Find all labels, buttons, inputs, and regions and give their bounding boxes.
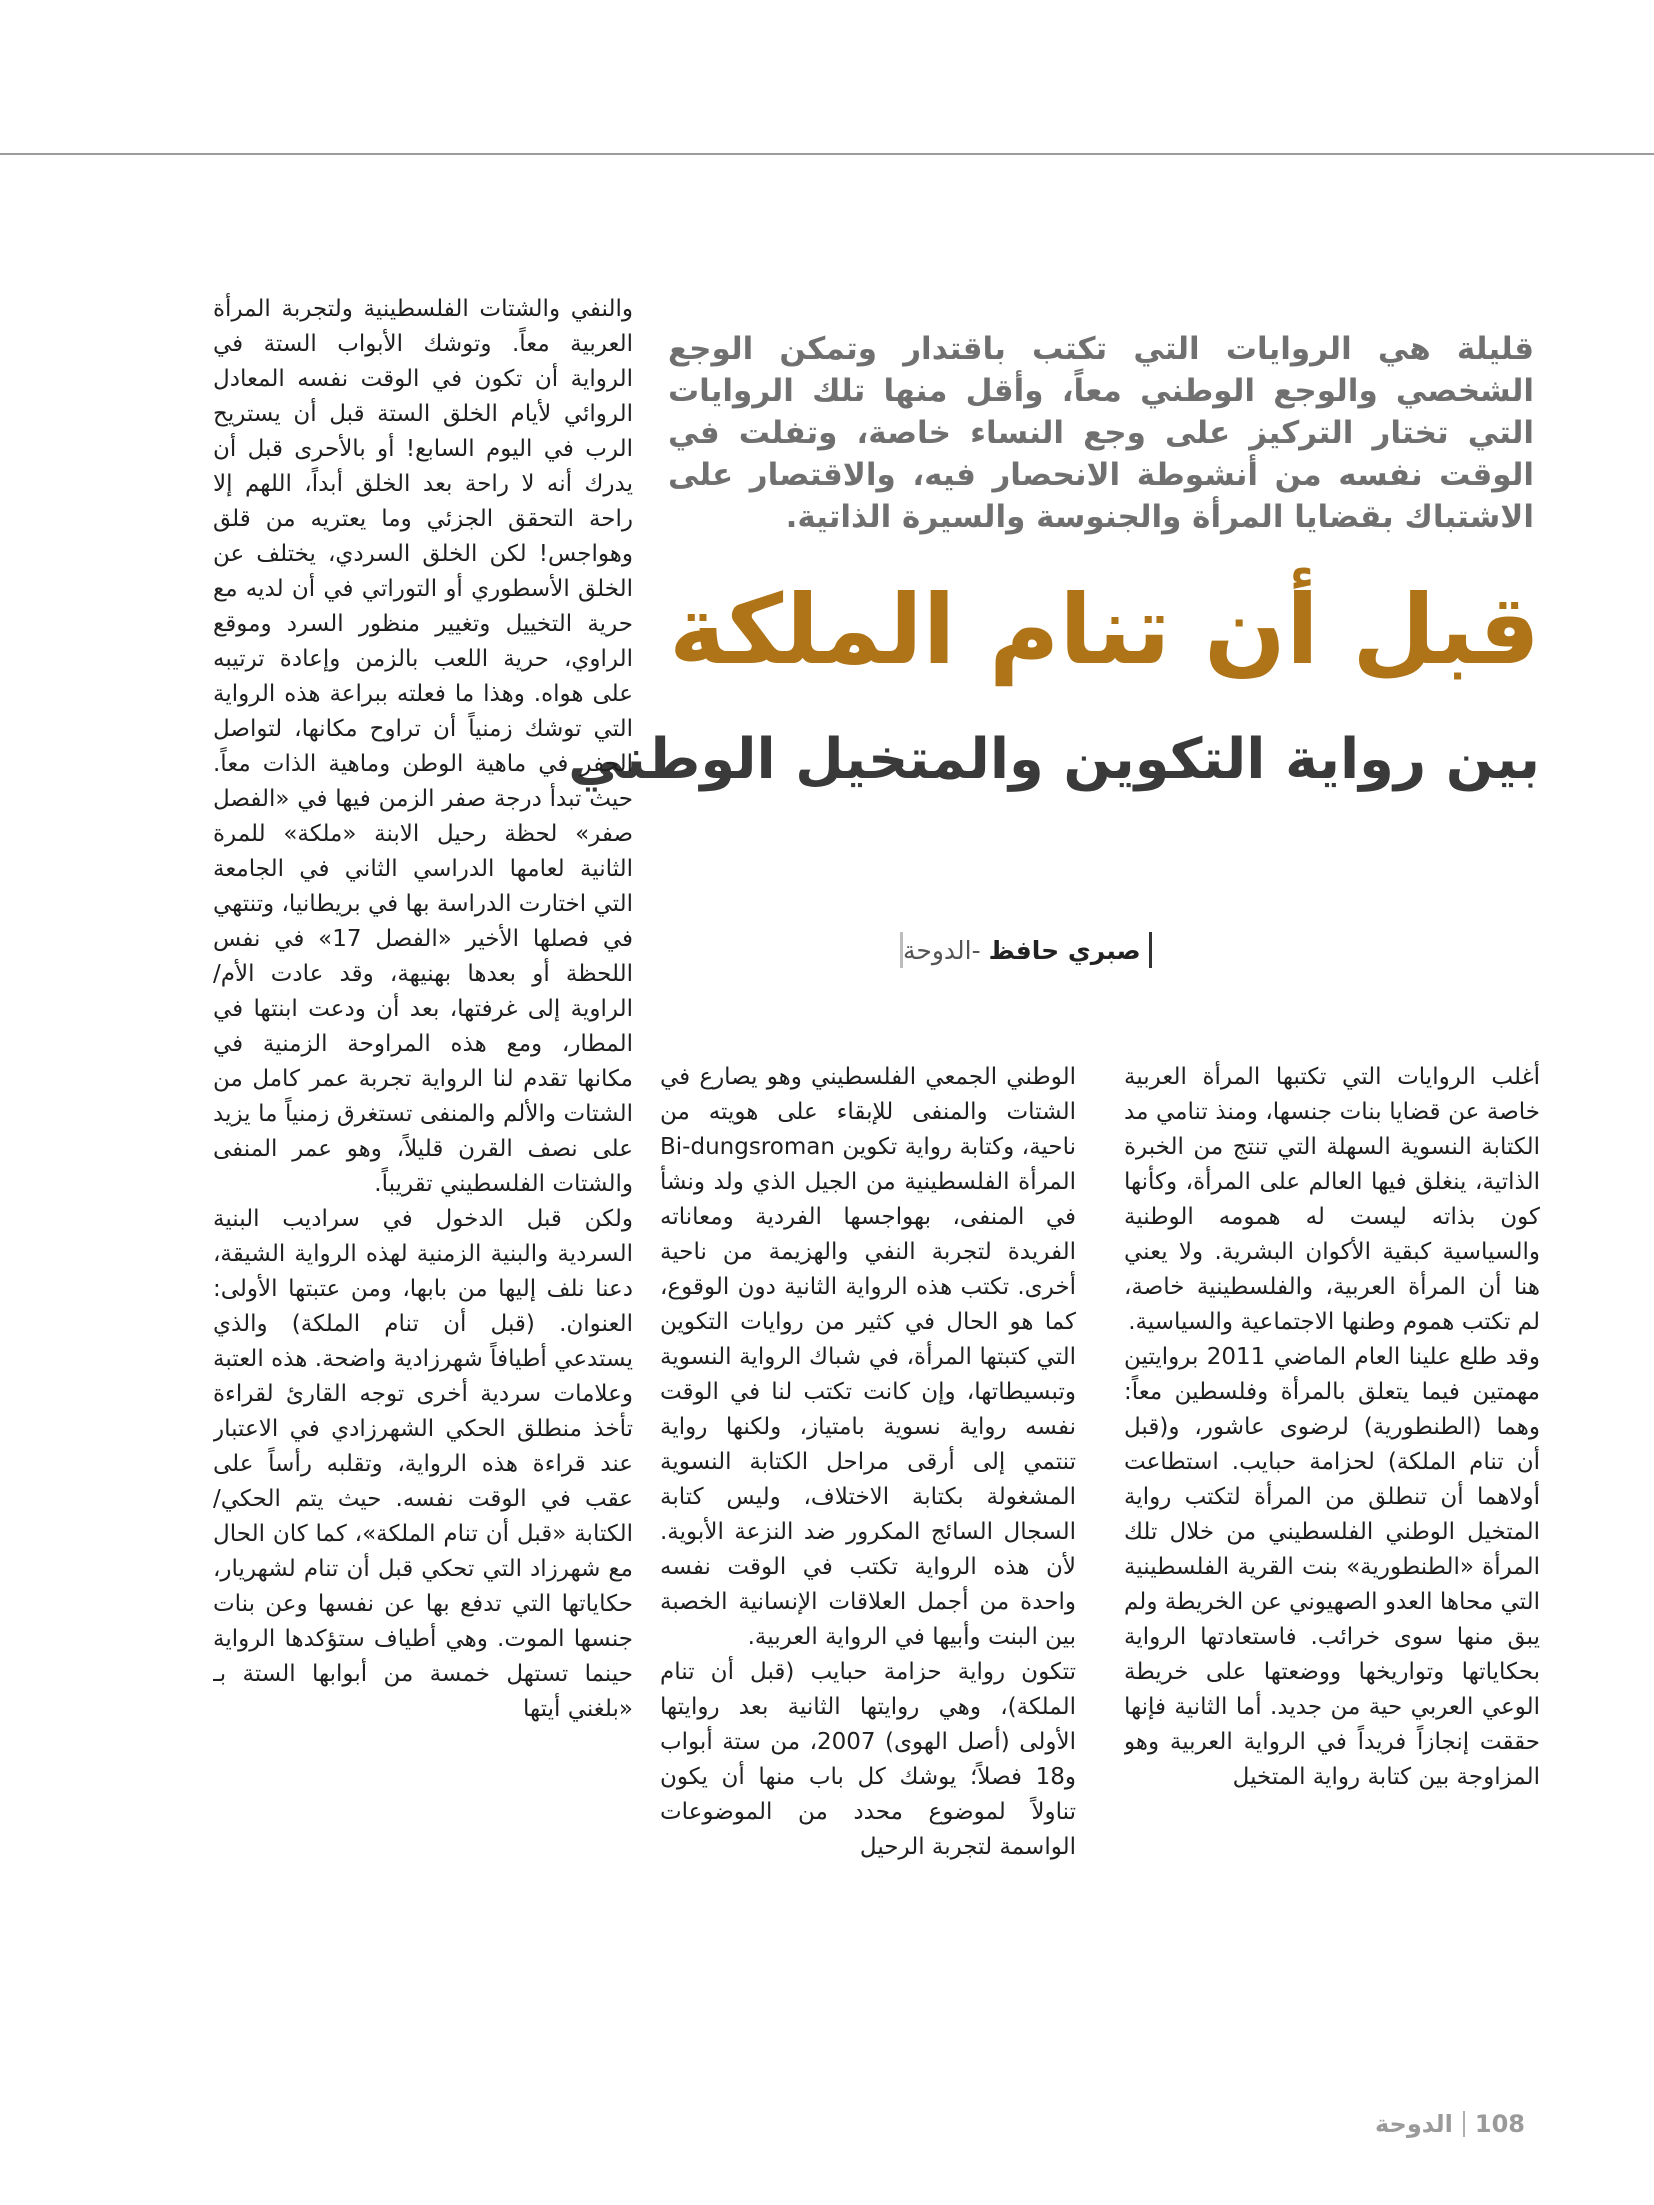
top-rule [0, 153, 1654, 155]
byline [900, 932, 1261, 968]
byline-city: -الدوحة [903, 935, 981, 965]
column-left [213, 292, 633, 2060]
magazine-name: الدوحة [1375, 2110, 1453, 2138]
paragraph: وقد طلع علينا العام الماضي 2011 بروايتين مهمتين فيما يتعلق بالمرأة وفلسطين معاً: وهما (الطنطورية) لرضوى عاشور، و(قبل أن تنام الملكة) لحزامة حبايب. استطاعت أولاهما أن تنطلق من المرأة لتكتب رواية المتخيل الوطني الفلسطيني من خلال تلك المرأة «الطنطورية» بنت القرية الفلسطينية التي محاها العدو الصهيوني عن الخريطة ولم يبق منها سوى خرائب. فاستعادتها الرواية بحكاياتها وتواريخها ووضعتها على خريطة الوعي العربي حية من جديد. أما الثانية فإنها حققت إنجازاً فريداً في الرواية العربية وهو المزاوجة بين كتابة رواية المتخيل [1124, 1344, 1540, 1790]
article-subtitle: بين رواية التكوين والمتخيل الوطني [568, 727, 1540, 792]
lead-paragraph: قليلة هي الروايات التي تكتب باقتدار وتمكن الوجع الشخصي والوجع الوطني معاً، وأقل منها تلك الروايات التي تختار التركيز على وجع النساء خاصة، وتفلت في الوقت نفسه من أنشوطة الانحصار فيه، والاقتصار على الاشتباك بقضايا المرأة والجنوسة والسيرة الذاتية. [668, 331, 1534, 535]
article-title: قبل أن تنام الملكة [668, 574, 1540, 686]
column-right [1124, 1060, 1540, 2060]
byline-bar [1149, 932, 1152, 968]
footer-separator [1463, 2111, 1465, 2137]
column-middle [660, 1060, 1076, 2060]
page-footer [1375, 2110, 1525, 2138]
paragraph: تتكون رواية حزامة حبايب (قبل أن تنام الملكة)، وهي روايتها الثانية بعد روايتها الأولى (أصل الهوى) 2007، من ستة أبواب و18 فصلاً؛ يوشك كل باب منها أن يكون تناولاً لموضوع محدد من الموضوعات الواسمة لتجربة الرحيل [660, 1659, 1076, 1860]
paragraph: والنفي والشتات الفلسطينية ولتجربة المرأة العربية معاً. وتوشك الأبواب الستة في الرواية أن تكون في الوقت نفسه المعادل الروائي لأيام الخلق الستة قبل أن يستريح الرب في اليوم السابع! أو بالأحرى قبل أن يدرك أنه لا راحة بعد الخلق أبداً، اللهم إلا راحة التحقق الجزئي وما يعتريه من قلق وهواجس! لكن الخلق السردي، يختلف عن الخلق الأسطوري أو التوراتي في أن لديه مع حرية التخييل وتغيير منظور السرد وموقع الراوي، حرية اللعب بالزمن وإعادة ترتيبه على هواه. وهذا ما فعلته ببراعة هذه الرواية التي توشك زمنياً أن تراوح مكانها، لتواصل الحفر في ماهية الوطن وماهية الذات معاً. حيث تبدأ درجة صفر الزمن فيها في «الفصل صفر» لحظة رحيل الابنة «ملكة» للمرة الثانية لعامها الدراسي الثاني في الجامعة التي اختارت الدراسة بها في بريطانيا، وتنتهي في فصلها الأخير «الفصل 17» في نفس اللحظة أو بعدها بهنيهة، وقد عادت الأم/ الراوية إلى غرفتها، بعد أن ودعت ابنتها في المطار، ومع هذه المراوحة الزمنية في مكانها تقدم لنا الرواية تجربة عمر كامل من الشتات والألم والمنفى تستغرق زمنياً ما يزيد على نصف القرن قليلاً، وهو عمر المنفى والشتات الفلسطيني تقريباً. [213, 296, 633, 1197]
paragraph: الوطني الجمعي الفلسطيني وهو يصارع في الشتات والمنفى للإبقاء على هويته من ناحية، وكتابة رواية تكوين Bi-dungsroman المرأة الفلسطينية من الجيل الذي ولد ونشأ في المنفى، بهواجسها الفردية ومعاناته الفريدة لتجربة النفي والهزيمة من ناحية أخرى. تكتب هذه الرواية الثانية دون الوقوع، كما هو الحال في كثير من روايات التكوين التي كتبتها المرأة، في شباك الرواية النسوية وتبسيطاتها، وإن كانت تكتب لنا في الوقت نفسه رواية نسوية بامتياز، ولكنها رواية تنتمي إلى أرقى مراحل الكتابة النسوية المشغولة بكتابة الاختلاف، وليس كتابة السجال السائج المكرور ضد النزعة الأبوية. لأن هذه الرواية تكتب في الوقت نفسه واحدة من أجمل العلاقات الإنسانية الخصبة بين البنت وأبيها في الرواية العربية. [660, 1064, 1076, 1650]
paragraph: أغلب الروايات التي تكتبها المرأة العربية خاصة عن قضايا بنات جنسها، ومنذ تنامي مد الكتابة النسوية السهلة التي تنتج من الخبرة الذاتية، ينغلق فيها العالم على المرأة، وكأنها كون بذاته ليست له همومه الوطنية والسياسية كبقية الأكوان البشرية. ولا يعني هنا أن المرأة العربية، والفلسطينية خاصة، لم تكتب هموم وطنها الاجتماعية والسياسية. [1124, 1064, 1540, 1335]
page-number: 108 [1474, 2110, 1525, 2138]
paragraph: ولكن قبل الدخول في سراديب البنية السردية والبنية الزمنية لهذه الرواية الشيقة، دعنا نلف إليها من بابها، ومن عتبتها الأولى: العنوان. (قبل أن تنام الملكة) والذي يستدعي أطيافاً شهرزادية واضحة. هذه العتبة وعلامات سردية أخرى توجه القارئ لقراءة تأخذ منطلق الحكي الشهرزادي في الاعتبار عند قراءة هذه الرواية، وتقلبه رأساً على عقب في الوقت نفسه. حيث يتم الحكي/ الكتابة «قبل أن تنام الملكة»، كما كان الحال مع شهرزاد التي تحكي قبل أن تنام لشهريار، حكاياتها التي تدفع بها عن نفسها وعن بنات جنسها الموت. وهي أطياف ستؤكدها الرواية حينما تستهل خمسة من أبوابها الستة بـ «بلغني أيتها [213, 1206, 633, 1722]
author-name: صبري حافظ [988, 935, 1141, 965]
